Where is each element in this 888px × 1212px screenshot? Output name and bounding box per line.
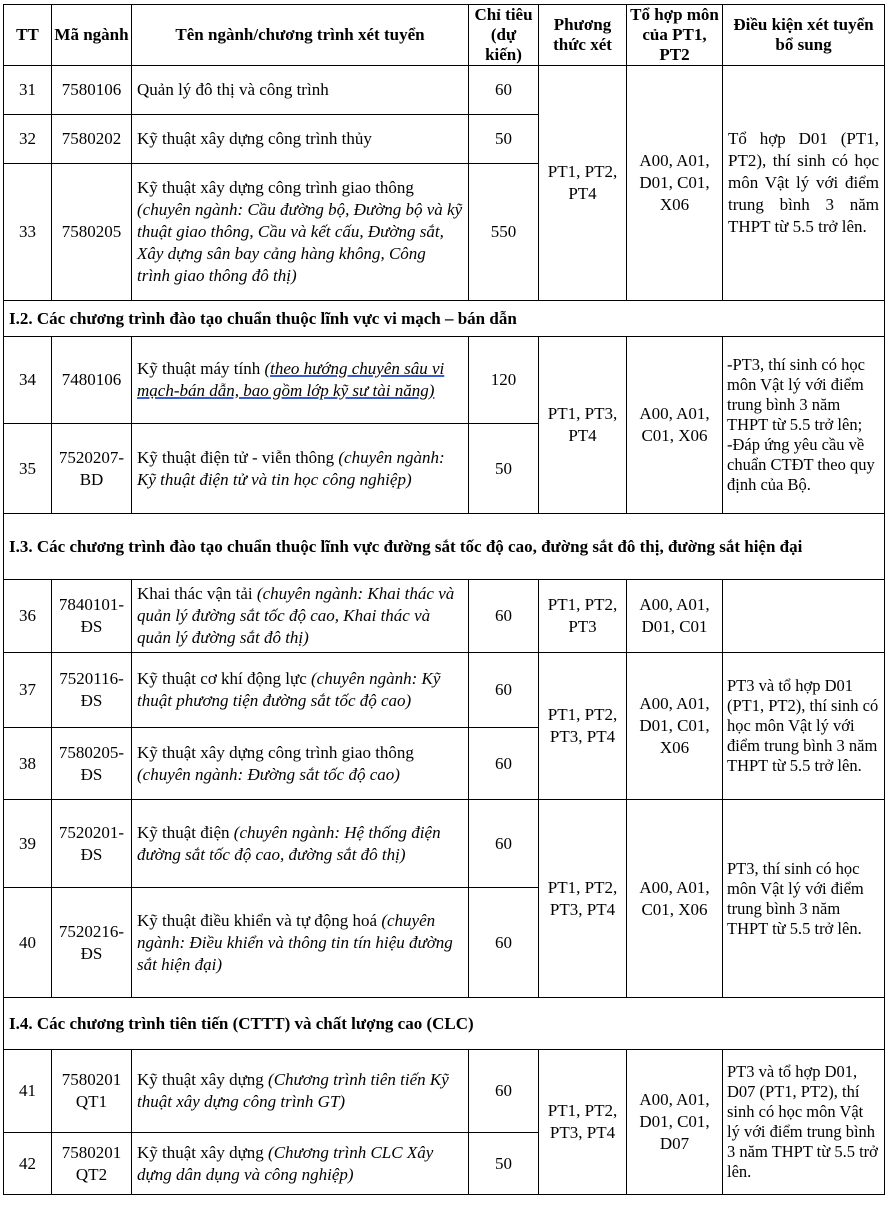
group-methods: PT1, PT3, PT4	[539, 337, 627, 514]
section-title: I.4. Các chương trình tiên tiến (CTTT) và chất lượng cao (CLC)	[4, 998, 885, 1050]
section-row	[4, 301, 885, 337]
row-code: 7520116-ĐS	[52, 653, 132, 728]
row-name-main: Kỹ thuật điện	[137, 822, 230, 842]
row-name	[132, 424, 469, 514]
row-tt: 35	[4, 424, 52, 514]
row-code: 7580202	[52, 115, 132, 164]
group-combos: A00, A01, D01, C01, X06	[627, 653, 723, 800]
group-condition: PT3 và tổ hợp D01, D07 (PT1, PT2), thí sinh có học môn Vật lý với điểm trung bình 3 năm THPT từ 5.5 trở lên.	[723, 1050, 885, 1195]
row-name	[132, 115, 469, 164]
admission-table	[3, 4, 885, 1195]
group-combos: A00, A01, D01, C01, D07	[627, 1050, 723, 1195]
group-methods: PT1, PT2, PT4	[539, 66, 627, 301]
group-condition: Tổ hợp D01 (PT1, PT2), thí sinh có học môn Vật lý với điểm trung bình 3 năm THPT từ 5.5 trở lên.	[723, 66, 885, 301]
row-code: 7520216-ĐS	[52, 888, 132, 998]
row-code: 7580106	[52, 66, 132, 115]
row-quota: 50	[469, 1133, 539, 1195]
table-row	[4, 800, 885, 888]
row-name-main: Kỹ thuật xây dựng	[137, 1142, 264, 1162]
row-name	[132, 800, 469, 888]
row-tt: 41	[4, 1050, 52, 1133]
row-name	[132, 580, 469, 653]
header-row	[4, 5, 885, 66]
row-quota: 60	[469, 800, 539, 888]
row-name	[132, 728, 469, 800]
row-tt: 42	[4, 1133, 52, 1195]
row-code: 7520207-BD	[52, 424, 132, 514]
section-title: I.2. Các chương trình đào tạo chuẩn thuộc lĩnh vực vi mạch – bán dẫn	[4, 301, 885, 337]
row-code: 7480106	[52, 337, 132, 424]
group-condition: PT3 và tổ hợp D01 (PT1, PT2), thí sinh có học môn Vật lý với điểm trung bình 3 năm THPT từ 5.5 trở lên.	[723, 653, 885, 800]
row-name-main: Kỹ thuật xây dựng công trình giao thông	[137, 742, 414, 762]
row-name-note: (chuyên ngành: Đường sắt tốc độ cao)	[137, 764, 400, 784]
row-code: 7580205-ĐS	[52, 728, 132, 800]
group-condition	[723, 580, 885, 653]
header-ma-nganh: Mã ngành	[52, 5, 132, 66]
header-chi-tieu: Chỉ tiêu (dự kiến)	[469, 5, 539, 66]
row-tt: 38	[4, 728, 52, 800]
row-name	[132, 1133, 469, 1195]
group-combos: A00, A01, D01, C01	[627, 580, 723, 653]
row-name-note: (Chương trình CLC Xây dựng dân dụng và công nghiệp)	[137, 1142, 434, 1184]
row-code: 7840101-ĐS	[52, 580, 132, 653]
row-tt: 36	[4, 580, 52, 653]
row-tt: 33	[4, 164, 52, 301]
table-row	[4, 653, 885, 728]
row-name	[132, 653, 469, 728]
row-name	[132, 888, 469, 998]
row-tt: 39	[4, 800, 52, 888]
row-quota: 60	[469, 580, 539, 653]
group-combos: A00, A01, C01, X06	[627, 337, 723, 514]
row-quota: 60	[469, 66, 539, 115]
table-row	[4, 580, 885, 653]
row-quota: 50	[469, 424, 539, 514]
row-quota: 60	[469, 888, 539, 998]
table-row	[4, 66, 885, 115]
row-name	[132, 337, 469, 424]
row-quota: 120	[469, 337, 539, 424]
row-name-main: Quản lý đô thị và công trình	[137, 80, 329, 99]
row-quota: 60	[469, 728, 539, 800]
group-condition: PT3, thí sinh có học môn Vật lý với điểm trung bình 3 năm THPT từ 5.5 trở lên.	[723, 800, 885, 998]
row-tt: 40	[4, 888, 52, 998]
row-name-note: (chuyên ngành: Điều khiển và thông tin tín hiệu đường sắt hiện đại)	[137, 910, 453, 974]
row-name-main: Kỹ thuật xây dựng	[137, 1070, 264, 1089]
row-name-main: Kỹ thuật xây dựng công trình thủy	[137, 129, 372, 148]
row-name-main: Khai thác vận tải	[137, 584, 253, 603]
row-quota: 60	[469, 1050, 539, 1133]
row-name-main: Kỹ thuật điện tử - viễn thông	[137, 447, 335, 467]
table-row	[4, 1050, 885, 1133]
row-tt: 31	[4, 66, 52, 115]
row-name	[132, 66, 469, 115]
row-name-note: (chuyên ngành: Kỹ thuật phương tiện đường sắt tốc độ cao)	[137, 669, 441, 710]
row-name	[132, 164, 469, 301]
section-row	[4, 998, 885, 1050]
group-condition: -PT3, thí sinh có học môn Vật lý với điểm trung bình 3 năm THPT từ 5.5 trở lên; -Đáp ứng yêu cầu về chuẩn CTĐT theo quy định của Bộ.	[723, 337, 885, 514]
row-name-note: (chuyên ngành: Khai thác và quản lý đường sắt tốc độ cao, Khai thác và quản lý đường sắt đô thị)	[137, 584, 455, 647]
row-name-main: Kỹ thuật máy tính	[137, 359, 261, 378]
row-tt: 34	[4, 337, 52, 424]
row-code: 7580205	[52, 164, 132, 301]
section-row	[4, 514, 885, 580]
row-tt: 37	[4, 653, 52, 728]
row-name-main: Kỹ thuật điều khiển và tự động hoá	[137, 910, 378, 930]
group-combos: A00, A01, C01, X06	[627, 800, 723, 998]
row-name-note: (Chương trình tiên tiến Kỹ thuật xây dựng công trình GT)	[137, 1070, 449, 1111]
group-methods: PT1, PT2, PT3, PT4	[539, 1050, 627, 1195]
header-tt: TT	[4, 5, 52, 66]
section-title: I.3. Các chương trình đào tạo chuẩn thuộc lĩnh vực đường sắt tốc độ cao, đường sắt đô thị, đường sắt hiện đại	[4, 514, 885, 580]
row-name-note: (chuyên ngành: Hệ thống điện đường sắt tốc độ cao, đường sắt đô thị)	[137, 822, 441, 864]
row-name-note: (chuyên ngành: Cầu đường bộ, Đường bộ và kỹ thuật giao thông, Cầu và kết cấu, Đường sắt, Xây dựng sân bay cảng hàng không, Công trình giao thông đô thị)	[137, 200, 463, 285]
header-ten: Tên ngành/chương trình xét tuyển	[132, 5, 469, 66]
row-tt: 32	[4, 115, 52, 164]
row-code: 7580201 QT2	[52, 1133, 132, 1195]
row-code: 7580201 QT1	[52, 1050, 132, 1133]
group-combos: A00, A01, D01, C01, X06	[627, 66, 723, 301]
row-name-note: (theo hướng chuyên sâu vi mạch-bán dẫn, bao gồm lớp kỹ sư tài năng)	[137, 359, 445, 400]
row-name-main: Kỹ thuật cơ khí động lực	[137, 669, 307, 688]
row-name-note: (chuyên ngành: Kỹ thuật điện tử và tin học công nghiệp)	[137, 447, 445, 489]
header-dieu-kien: Điều kiện xét tuyển bổ sung	[723, 5, 885, 66]
table-row	[4, 337, 885, 424]
row-code: 7520201-ĐS	[52, 800, 132, 888]
header-to-hop: Tổ hợp môn của PT1, PT2	[627, 5, 723, 66]
row-quota: 60	[469, 653, 539, 728]
row-name	[132, 1050, 469, 1133]
row-name-main: Kỹ thuật xây dựng công trình giao thông	[137, 178, 414, 197]
group-methods: PT1, PT2, PT3, PT4	[539, 800, 627, 998]
header-phuong-thuc: Phương thức xét	[539, 5, 627, 66]
row-quota: 550	[469, 164, 539, 301]
row-quota: 50	[469, 115, 539, 164]
group-methods: PT1, PT2, PT3, PT4	[539, 653, 627, 800]
group-methods: PT1, PT2, PT3	[539, 580, 627, 653]
